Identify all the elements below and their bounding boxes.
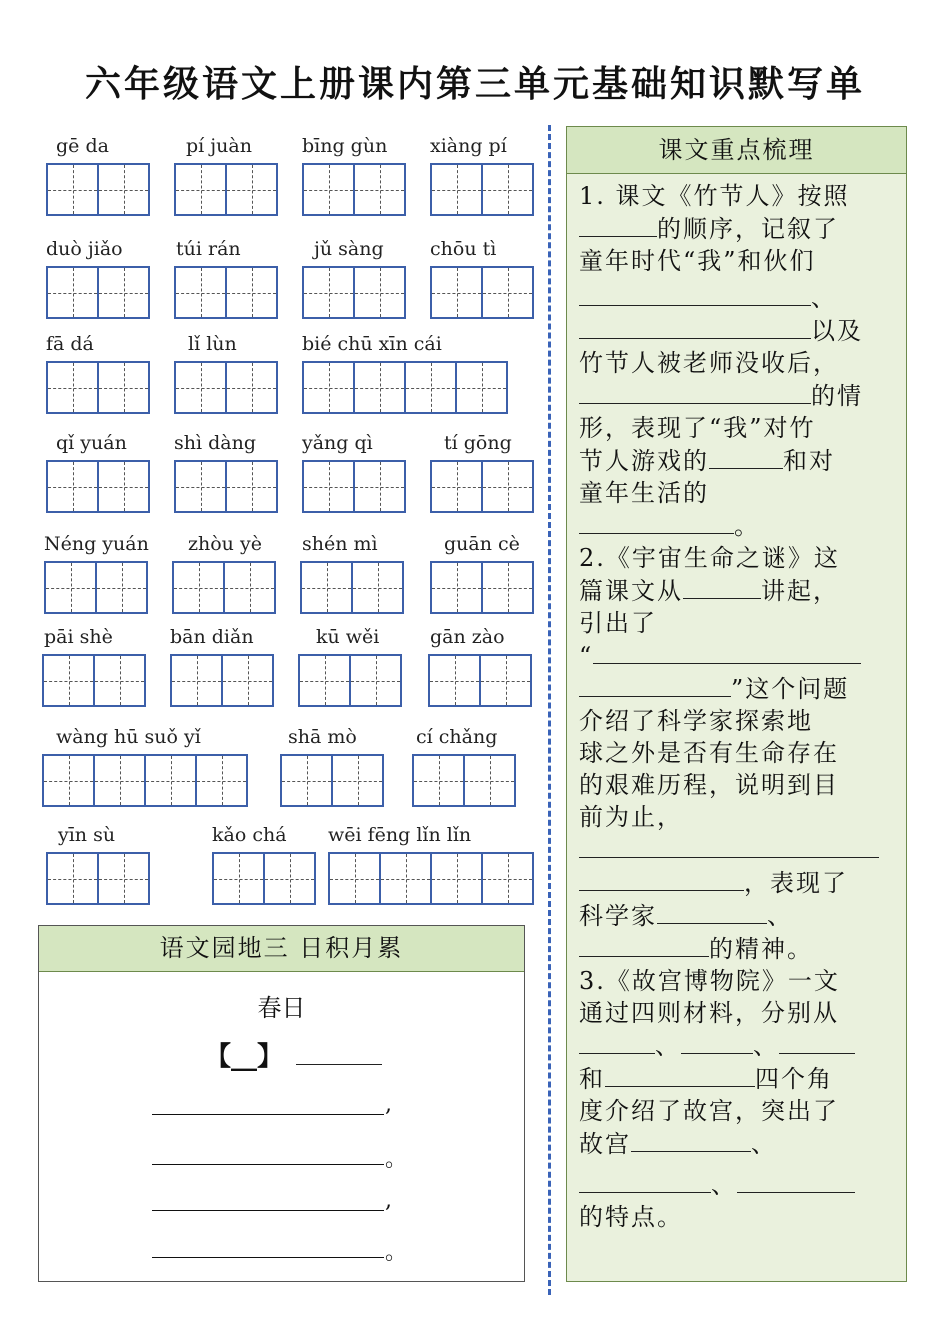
poem-line-4[interactable] [152, 1231, 384, 1258]
text: 、 [711, 1171, 737, 1199]
poem-line-2[interactable] [152, 1138, 384, 1165]
tianzige-cell[interactable] [430, 163, 483, 216]
tianzige-cell[interactable] [263, 852, 316, 905]
tianzige-cell[interactable] [353, 460, 406, 513]
text: 和 [579, 1065, 605, 1093]
writing-boxes [174, 266, 278, 319]
pinyin-label: shén mì [302, 533, 378, 555]
tianzige-cell[interactable] [353, 163, 406, 216]
tianzige-cell[interactable] [404, 361, 457, 414]
tianzige-cell[interactable] [481, 561, 534, 614]
writing-boxes [328, 852, 534, 905]
tianzige-cell[interactable] [42, 754, 95, 807]
writing-boxes [298, 654, 402, 707]
writing-boxes [302, 460, 406, 513]
fill-blank[interactable] [681, 1029, 753, 1054]
tianzige-cell[interactable] [430, 852, 483, 905]
writing-boxes [42, 654, 146, 707]
tianzige-cell[interactable] [298, 654, 351, 707]
tianzige-cell[interactable] [174, 163, 227, 216]
tianzige-cell[interactable] [353, 266, 406, 319]
text: 以及 [811, 317, 863, 345]
writing-boxes [172, 561, 276, 614]
fill-blank[interactable] [631, 1127, 751, 1152]
pinyin-label: zhòu yè [188, 533, 262, 555]
writing-boxes [212, 852, 316, 905]
poem-title: 春日 [257, 994, 306, 1022]
writing-boxes [174, 460, 278, 513]
tianzige-cell[interactable] [174, 460, 227, 513]
text: 前为止， [579, 803, 683, 831]
fill-blank[interactable] [579, 379, 811, 404]
text: 3.《故宫博物院》一文 [579, 967, 840, 995]
writing-boxes [430, 561, 534, 614]
poem-punct-3: , [385, 1188, 392, 1213]
tianzige-cell[interactable] [46, 163, 99, 216]
tianzige-cell[interactable] [300, 561, 353, 614]
pinyin-label: pí juàn [186, 135, 252, 157]
text: 篇课文从 [579, 577, 683, 605]
panel-heading: 课文重点梳理 [567, 127, 906, 174]
tianzige-cell[interactable] [481, 460, 534, 513]
pinyin-label: bié chū xīn cái [302, 333, 442, 355]
tianzige-cell[interactable] [428, 654, 481, 707]
tianzige-cell[interactable] [379, 852, 432, 905]
writing-boxes [302, 266, 406, 319]
tianzige-cell[interactable] [97, 361, 150, 414]
text: 2.《宇宙生命之谜》这 [579, 544, 840, 572]
pinyin-label: tí gōng [444, 432, 512, 454]
pinyin-label: gān zào [430, 626, 505, 648]
tianzige-cell[interactable] [93, 654, 146, 707]
pinyin-label: bīng gùn [302, 135, 388, 157]
fill-blank[interactable] [579, 314, 811, 339]
writing-boxes [174, 361, 278, 414]
writing-boxes [174, 163, 278, 216]
pinyin-label: pāi shè [44, 626, 113, 648]
fill-blank[interactable] [579, 1168, 711, 1193]
fill-blank[interactable] [579, 932, 709, 957]
tianzige-cell[interactable] [223, 561, 276, 614]
fill-blank[interactable] [683, 574, 761, 599]
tianzige-cell[interactable] [331, 754, 384, 807]
writing-boxes [430, 266, 534, 319]
page-title: 六年级语文上册课内第三单元基础知识默写单 [84, 64, 865, 105]
poem-author-row [205, 1036, 382, 1073]
fill-blank[interactable] [709, 444, 783, 469]
text: 讲起， [761, 577, 839, 605]
panel-body [567, 174, 906, 1233]
fill-blank[interactable] [579, 509, 734, 534]
text: 的艰难历程，说明到目 [579, 771, 839, 799]
tianzige-cell[interactable] [225, 460, 278, 513]
text: 的情 [811, 382, 863, 410]
tianzige-cell[interactable] [212, 852, 265, 905]
tianzige-cell[interactable] [430, 561, 483, 614]
fill-blank[interactable] [579, 281, 811, 306]
writing-boxes [412, 754, 516, 807]
tianzige-cell[interactable] [455, 361, 508, 414]
text: 童年生活的 [579, 479, 709, 507]
writing-boxes [302, 163, 406, 216]
tianzige-cell[interactable] [225, 266, 278, 319]
text: 、 [811, 284, 837, 312]
tianzige-cell[interactable] [302, 266, 355, 319]
tianzige-cell[interactable] [46, 361, 99, 414]
writing-boxes [428, 654, 532, 707]
text: 的精神。 [709, 935, 813, 963]
pinyin-label: xiàng pí [430, 135, 507, 157]
key-points-panel [566, 126, 907, 1282]
pinyin-label: duò jiǎo [46, 238, 123, 260]
tianzige-cell[interactable] [225, 163, 278, 216]
tianzige-cell[interactable] [170, 654, 223, 707]
writing-boxes [46, 266, 150, 319]
pinyin-label: kǎo chá [212, 824, 287, 846]
pinyin-label: wàng hū suǒ yǐ [56, 726, 201, 748]
tianzige-cell[interactable] [195, 754, 248, 807]
text: 度介绍了故宫，突出了 [579, 1097, 839, 1125]
text: ，表现了 [744, 869, 848, 897]
tianzige-cell[interactable] [481, 163, 534, 216]
text: 的特点。 [579, 1203, 683, 1231]
tianzige-cell[interactable] [481, 266, 534, 319]
fill-blank[interactable] [779, 1029, 855, 1054]
pinyin-label: Néng yuán [44, 533, 149, 555]
writing-boxes [430, 460, 534, 513]
text: 、 [751, 1130, 777, 1158]
pinyin-label: shā mò [288, 726, 357, 748]
tianzige-cell[interactable] [46, 266, 99, 319]
writing-boxes [280, 754, 384, 807]
tianzige-cell[interactable] [430, 460, 483, 513]
tianzige-cell[interactable] [93, 754, 146, 807]
text: 介绍了科学家探索地 [579, 707, 813, 735]
fill-blank[interactable] [593, 639, 861, 664]
writing-boxes [44, 561, 148, 614]
text: 故宫 [579, 1130, 631, 1158]
text: “ [579, 642, 594, 670]
author-bracket: 【__】 [205, 1042, 284, 1072]
fill-blank[interactable] [579, 833, 879, 858]
tianzige-cell[interactable] [351, 561, 404, 614]
text: 科学家 [579, 902, 657, 930]
poem-punct-4: 。 [385, 1240, 408, 1265]
writing-boxes [302, 361, 508, 414]
text: 、 [767, 902, 793, 930]
tianzige-cell[interactable] [225, 361, 278, 414]
text: 童年时代“我”和伙们 [579, 247, 816, 275]
tianzige-cell[interactable] [172, 561, 225, 614]
writing-boxes [46, 163, 150, 216]
pinyin-label: túi rán [176, 238, 241, 260]
pinyin-label: gē da [56, 135, 109, 157]
pinyin-label: yīn sù [58, 824, 116, 846]
fill-blank[interactable] [579, 672, 731, 697]
pinyin-label: guān cè [444, 533, 520, 555]
text: 球之外是否有生命存在 [579, 739, 839, 767]
writing-boxes [430, 163, 534, 216]
tianzige-cell[interactable] [463, 754, 516, 807]
tianzige-cell[interactable] [302, 361, 355, 414]
tianzige-cell[interactable] [97, 163, 150, 216]
text: 节人游戏的 [579, 447, 709, 475]
writing-boxes [46, 460, 150, 513]
poem-punct-2: 。 [385, 1147, 408, 1172]
tianzige-cell[interactable] [42, 654, 95, 707]
tianzige-cell[interactable] [430, 266, 483, 319]
tianzige-cell[interactable] [221, 654, 274, 707]
column-divider [548, 125, 551, 1295]
pinyin-label: lǐ lùn [188, 333, 237, 355]
tianzige-cell[interactable] [328, 852, 381, 905]
text: 引出了 [579, 609, 657, 637]
text: 、 [753, 1032, 779, 1060]
fill-blank[interactable] [657, 899, 767, 924]
fill-blank[interactable] [579, 1029, 655, 1054]
pinyin-label: wēi fēng lǐn lǐn [328, 824, 472, 846]
pinyin-label: bān diǎn [170, 626, 254, 648]
pinyin-label: kū wěi [316, 626, 380, 648]
tianzige-cell[interactable] [46, 460, 99, 513]
tianzige-cell[interactable] [46, 852, 99, 905]
writing-boxes [46, 361, 150, 414]
language-garden-box [38, 925, 525, 1282]
tianzige-cell[interactable] [97, 460, 150, 513]
pinyin-label: fā dá [46, 333, 94, 355]
tianzige-cell[interactable] [302, 163, 355, 216]
tianzige-cell[interactable] [144, 754, 197, 807]
pinyin-label: shì dàng [174, 432, 256, 454]
fill-blank[interactable] [605, 1062, 755, 1087]
pinyin-label: qǐ yuán [56, 432, 127, 454]
tianzige-cell[interactable] [353, 361, 406, 414]
tianzige-cell[interactable] [412, 754, 465, 807]
text: 的顺序，记叙了 [657, 215, 839, 243]
text: 、 [655, 1032, 681, 1060]
pinyin-label: yǎng qì [302, 432, 373, 454]
garden-heading: 语文园地三 日积月累 [39, 926, 524, 972]
tianzige-cell[interactable] [97, 266, 150, 319]
fill-blank[interactable] [737, 1168, 855, 1193]
text: 通过四则材料，分别从 [579, 999, 839, 1027]
text: 。 [734, 512, 760, 540]
tianzige-cell[interactable] [174, 266, 227, 319]
writing-boxes [46, 852, 150, 905]
text: 竹节人被老师没收后， [579, 349, 839, 377]
poem-line-3[interactable] [152, 1184, 384, 1211]
tianzige-cell[interactable] [280, 754, 333, 807]
tianzige-cell[interactable] [302, 460, 355, 513]
poem-line-1[interactable] [152, 1088, 384, 1115]
fill-blank[interactable] [579, 866, 744, 891]
poem-punct-1: , [385, 1092, 392, 1117]
tianzige-cell[interactable] [349, 654, 402, 707]
text: 和对 [783, 447, 835, 475]
tianzige-cell[interactable] [97, 852, 150, 905]
tianzige-cell[interactable] [44, 561, 97, 614]
writing-boxes [42, 754, 248, 807]
tianzige-cell[interactable] [95, 561, 148, 614]
text: 1. 课文《竹节人》按照 [579, 182, 850, 210]
pinyin-label: cí chǎng [416, 726, 498, 748]
tianzige-cell[interactable] [481, 852, 534, 905]
tianzige-cell[interactable] [479, 654, 532, 707]
fill-blank[interactable] [579, 212, 657, 237]
tianzige-cell[interactable] [174, 361, 227, 414]
pinyin-label: jǔ sàng [314, 238, 384, 260]
writing-boxes [300, 561, 404, 614]
text: 形，表现了“我”对竹 [579, 414, 816, 442]
writing-boxes [170, 654, 274, 707]
pinyin-label: chōu tì [430, 238, 497, 260]
text: 四个角 [755, 1065, 833, 1093]
author-blank[interactable] [296, 1042, 382, 1065]
text: ”这个问题 [731, 675, 850, 703]
